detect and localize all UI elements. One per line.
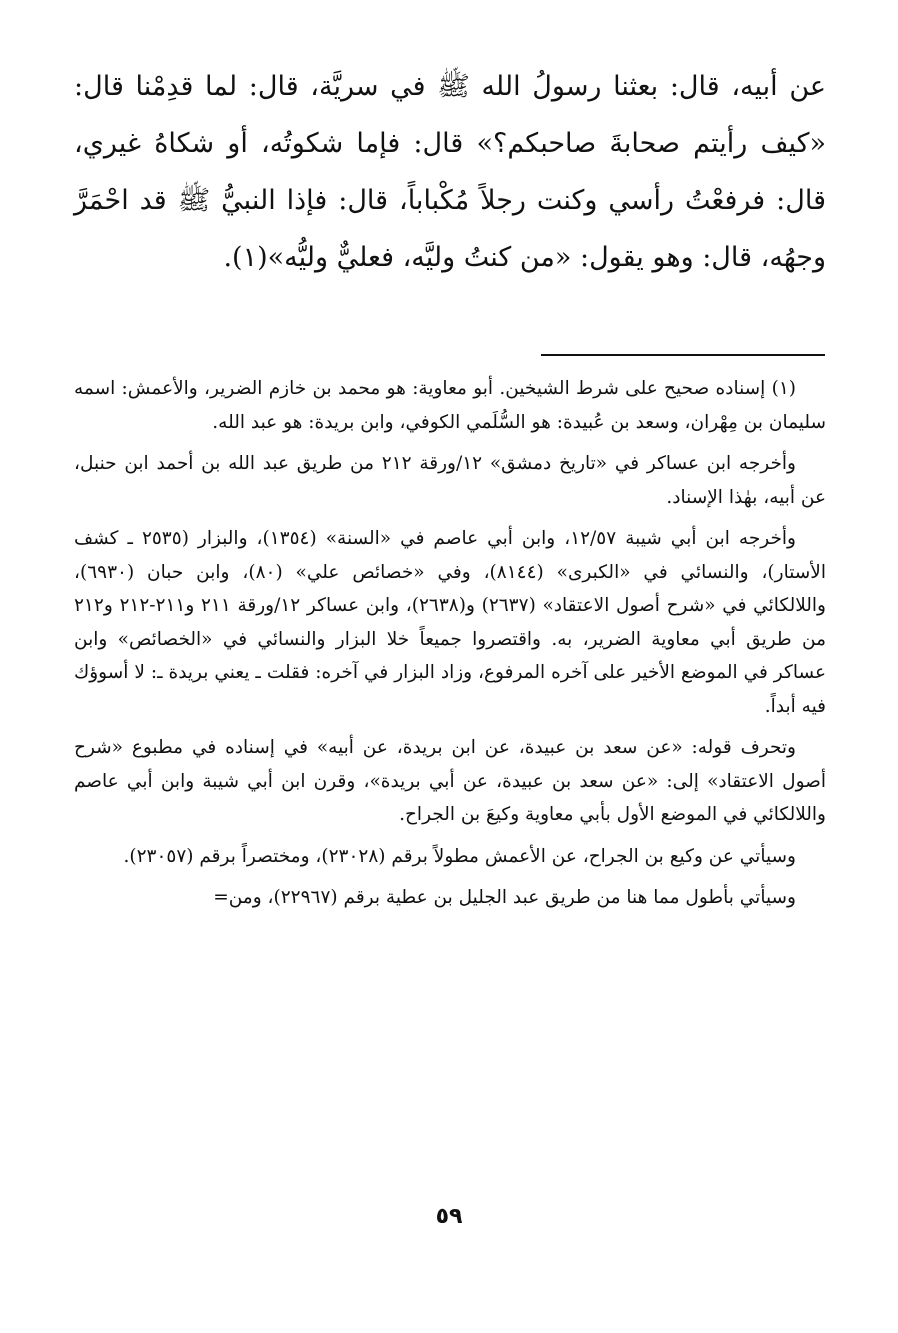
main-text: عن أبيه، قال: بعثنا رسولُ الله ﷺ في سريَّة، قال: لما قدِمْنا قال: «كيف رأيتم صحابةَ صاحبكم؟» قال: فإما شكوتُه، أو شكاهُ غيري، قال: فرفعْتُ رأسي وكنت رجلاً مُكْباباً، قال: فإذا النبيُّ ﷺ قد احْمَرَّ وجهُه، قال: وهو يقول: «من كنتُ وليَّه، فعليٌّ وليُّه»(١). — [74, 71, 826, 273]
footnote-paragraph: وأخرجه ابن عساكر في «تاريخ دمشق» ١٢/ورقة ٢١٢ من طريق عبد الله بن أحمد ابن حنبل، عن أبيه، بهٰذا الإسناد. — [74, 453, 826, 508]
footnote-paragraph: وتحرف قوله: «عن سعد بن عبيدة، عن ابن بريدة، عن أبيه» في إسناده في مطبوع «شرح أصول الاعتقاد» إلى: «عن سعد بن عبيدة، عن أبي بريدة»، وقرن ابن أبي شيبة وابن أبي عاصم واللالكائي في الموضع الأول بأبي معاوية وكيعَ بن الجراح. — [74, 737, 826, 825]
footnote-separator — [541, 354, 825, 356]
footnote-paragraph: وسيأتي بأطول مما هنا من طريق عبد الجليل بن عطية برقم (٢٢٩٦٧)، ومن= — [213, 887, 796, 908]
page-number: ٥٩ — [435, 1204, 463, 1229]
footnote-paragraph: وسيأتي عن وكيع بن الجراح، عن الأعمش مطولاً برقم (٢٣٠٢٨)، ومختصراً برقم (٢٣٠٥٧). — [123, 845, 796, 867]
footnote-paragraph: (١) إسناده صحيح على شرط الشيخين. أبو معاوية: هو محمد بن خازم الضرير، والأعمش: اسمه سليمان بن مِهْران، وسعد بن عُبيدة: هو السُّلَمي الكوفي، وابن بريدة: هو عبد الله. — [74, 378, 826, 433]
footnotes — [74, 372, 826, 923]
footnote-paragraph: وأخرجه ابن أبي شيبة ١٢/٥٧، وابن أبي عاصم في «السنة» (١٣٥٤)، والبزار (٢٥٣٥ ـ كشف الأستار)، والنسائي في «الكبرى» (٨١٤٤)، وفي «خصائص علي» (٨٠)، وابن حبان (٦٩٣٠)، واللالكائي في «شرح أصول الاعتقاد» (٢٦٣٧) و(٢٦٣٨)، وابن عساكر ١٢/ورقة ٢١١ و٢١١-٢١٢ و٢١٢ من طريق أبي معاوية الضرير، به. واقتصروا جميعاً خلا البزار والنسائي في «الخصائص» وابن عساكر في الموضع الأخير على آخره المرفوع، وزاد البزار في آخره: فقلت ـ يعني بريدة ـ: لا أسوؤك فيه أبداً. — [74, 528, 826, 717]
